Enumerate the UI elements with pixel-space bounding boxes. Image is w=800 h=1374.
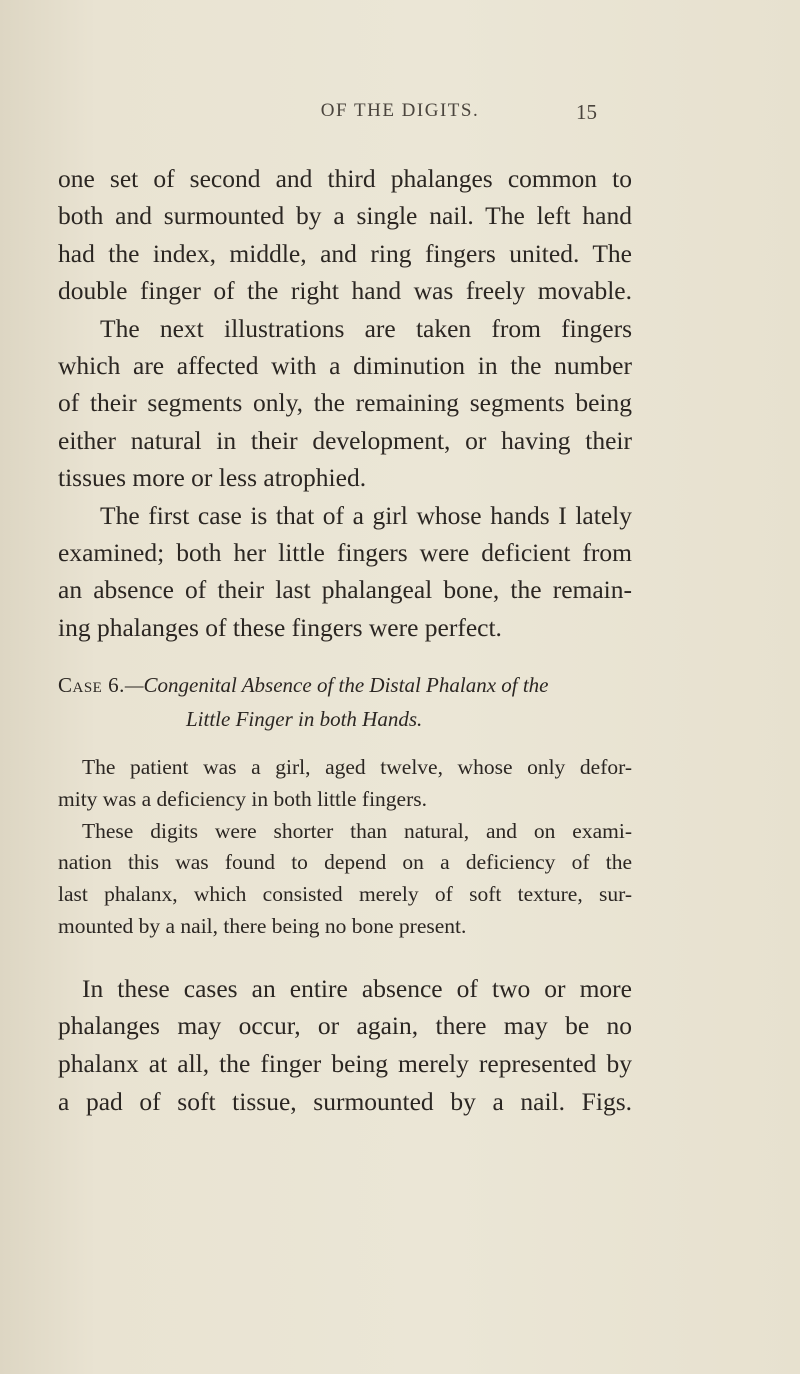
page-header: [0, 100, 800, 140]
text-line: The next illustrations are taken from fingers: [100, 313, 632, 343]
text-line: an absence of their last phalangeal bone, the remain-: [58, 575, 632, 605]
text-line: tissues more or less atrophied.: [58, 463, 367, 493]
paragraph-1: [58, 160, 632, 310]
text-line: double finger of the right hand was freely movable.: [58, 276, 632, 306]
case-title: —Congenital Absence of the Distal Phalanx of the: [124, 673, 549, 698]
text-line: of their segments only, the remaining segments being: [58, 388, 632, 418]
text-line: phalanx at all, the finger being merely represented by: [58, 1049, 632, 1079]
text-line: The patient was a girl, aged twelve, whose only defor-: [82, 755, 632, 780]
text-line: one set of second and third phalanges common to: [58, 164, 632, 193]
text-line: a pad of soft tissue, surmounted by a nail. Figs.: [58, 1086, 632, 1116]
text-line: both and surmounted by a single nail. The left hand: [58, 201, 632, 231]
text-line: ing phalanges of these fingers were perfect.: [58, 612, 502, 642]
case-heading-line-2: [58, 702, 632, 736]
text-line: which are affected with a diminution in the number: [58, 350, 632, 380]
text-line: nation this was found to depend on a deficiency of the: [58, 850, 632, 875]
case-label: Case 6.: [58, 673, 125, 698]
text-line: examined; both her little fingers were deficient from: [58, 537, 632, 567]
paragraph-2: [58, 310, 632, 497]
text-line: These digits were shorter than natural, and on exami-: [82, 818, 632, 843]
body-text: [58, 160, 632, 1120]
case-paragraph-2: [58, 816, 632, 943]
text-line: In these cases an entire absence of two or more: [82, 973, 632, 1003]
text-line: last phalanx, which consisted merely of soft texture, sur-: [58, 882, 632, 907]
text-line: mity was a deficiency in both little fingers.: [58, 786, 427, 811]
running-head: OF THE DIGITS.: [320, 100, 480, 121]
text-line: mounted by a nail, there being no bone present.: [58, 914, 467, 939]
case-heading-line-1: [58, 668, 632, 702]
text-line: either natural in their development, or having their: [58, 425, 632, 455]
case-heading: [58, 668, 632, 736]
text-line: The first case is that of a girl whose hands I lately: [100, 500, 632, 530]
paragraph-3: [58, 497, 632, 647]
text-line: had the index, middle, and ring fingers united. The: [58, 238, 632, 268]
text-line: phalanges may occur, or again, there may be no: [58, 1011, 632, 1041]
paragraph-4: [58, 970, 632, 1120]
case-paragraph-1: [58, 752, 632, 816]
page-number: 15: [576, 100, 597, 124]
case-title-continued: Little Finger in both Hands.: [186, 707, 423, 732]
